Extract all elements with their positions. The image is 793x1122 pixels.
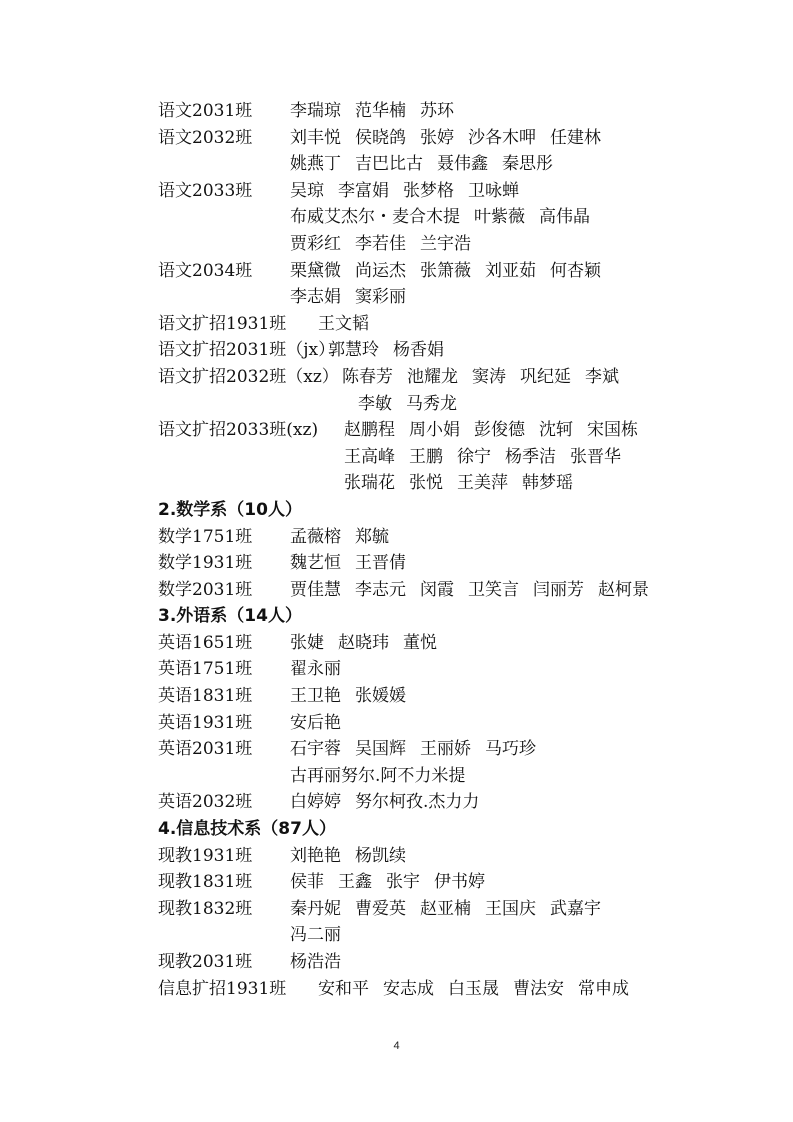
student-name: 张悦 <box>409 473 443 494</box>
class-name: 语文2031班 <box>158 101 253 121</box>
student-names <box>318 311 383 338</box>
student-name: 赵柯景 <box>598 579 649 600</box>
class-row <box>158 656 698 683</box>
student-name: 杨香娟 <box>393 340 444 361</box>
student-names <box>290 550 420 577</box>
class-row <box>158 178 698 205</box>
student-name: 安和平 <box>318 978 369 999</box>
student-name: 马巧珍 <box>485 739 536 760</box>
class-row <box>158 524 698 551</box>
student-name: 栗黛微 <box>290 260 341 281</box>
class-name: 语文扩招1931班 <box>158 313 287 334</box>
student-name: 古再丽努尔.阿不力米提 <box>290 765 466 786</box>
student-name: 周小娟 <box>409 420 460 441</box>
class-row <box>158 125 698 152</box>
student-name: 李斌 <box>585 366 619 387</box>
student-name: 闫丽芳 <box>533 579 584 600</box>
student-name: 王美萍 <box>457 473 508 494</box>
class-row <box>158 683 698 710</box>
student-names <box>290 869 499 896</box>
class-name: 信息扩招1931班 <box>158 978 287 999</box>
student-names <box>290 284 420 311</box>
student-names <box>344 444 635 471</box>
student-name: 李志元 <box>355 579 406 600</box>
student-name: 赵亚楠 <box>420 898 471 919</box>
student-name: 杨凯续 <box>355 845 406 866</box>
page-number: 4 <box>393 1040 400 1052</box>
class-row <box>158 843 698 870</box>
student-name: 侯菲 <box>290 872 324 893</box>
student-name: 张宇 <box>386 872 420 893</box>
class-row <box>158 337 698 364</box>
class-row <box>158 710 698 737</box>
student-name: 高伟晶 <box>539 207 590 228</box>
section-heading-text: 3.外语系（14人） <box>158 606 302 627</box>
student-names <box>290 656 355 683</box>
student-name: 沈轲 <box>539 420 573 441</box>
class-name: 英语2031班 <box>158 739 253 760</box>
student-name: 李若佳 <box>355 233 406 254</box>
section-heading <box>158 603 698 630</box>
student-name: 苏环 <box>420 101 454 121</box>
class-row <box>158 98 698 125</box>
roster-list <box>158 98 698 1002</box>
student-name: 吴琼 <box>290 180 324 201</box>
student-name: 李志娟 <box>290 287 341 308</box>
class-row-continuation <box>158 284 698 311</box>
student-name: 杨浩浩 <box>290 952 341 972</box>
student-names <box>318 976 643 1003</box>
student-name: 兰宇浩 <box>420 233 471 254</box>
student-names <box>342 364 633 391</box>
student-names <box>290 630 451 657</box>
student-name: 翟永丽 <box>290 659 341 680</box>
student-name: 伊书婷 <box>434 872 485 893</box>
class-row <box>158 736 698 763</box>
student-name: 王丽娇 <box>420 739 471 760</box>
student-name: 侯晓鸽 <box>355 127 406 148</box>
class-name: 数学1931班 <box>158 553 253 574</box>
student-names <box>328 337 458 364</box>
student-names <box>290 178 533 205</box>
student-name: 王鑫 <box>338 872 372 893</box>
class-name: 英语1831班 <box>158 686 253 707</box>
class-name: 现教1831班 <box>158 872 253 893</box>
student-name: 冯二丽 <box>290 925 341 946</box>
student-name: 姚燕丁 <box>290 154 341 175</box>
student-names <box>290 949 355 976</box>
class-row <box>158 577 698 604</box>
student-name: 安后艳 <box>290 712 341 733</box>
class-name: 语文2034班 <box>158 260 253 281</box>
student-names <box>290 922 355 949</box>
student-name: 李富娟 <box>338 180 389 201</box>
student-name: 石宇蓉 <box>290 739 341 760</box>
class-row-continuation <box>158 204 698 231</box>
class-name: 数学2031班 <box>158 579 253 600</box>
student-name: 孟薇榕 <box>290 526 341 547</box>
student-name: 闵霞 <box>420 579 454 600</box>
student-name: 王晋倩 <box>355 553 406 574</box>
section-heading-text: 4.信息技术系（87人） <box>158 819 336 840</box>
student-name: 聂伟鑫 <box>437 154 488 175</box>
student-name: 董悦 <box>403 632 437 653</box>
student-name: 窦涛 <box>472 366 506 387</box>
student-names <box>290 98 468 125</box>
class-row <box>158 630 698 657</box>
student-name: 张婕 <box>290 632 324 653</box>
student-name: 李瑞琼 <box>290 101 341 121</box>
student-names <box>290 683 420 710</box>
student-name: 秦思彤 <box>502 154 553 175</box>
student-name: 彭俊德 <box>474 420 525 441</box>
student-name: 王国庆 <box>485 898 536 919</box>
student-names <box>358 391 471 418</box>
student-name: 郭慧玲 <box>328 340 379 361</box>
class-name: 英语1651班 <box>158 632 253 653</box>
student-name: 王文韬 <box>318 313 369 334</box>
student-name: 窦彩丽 <box>355 287 406 308</box>
student-name: 白婷婷 <box>290 792 341 813</box>
student-name: 白玉晟 <box>448 978 499 999</box>
class-row-continuation <box>158 763 698 790</box>
class-row <box>158 364 698 391</box>
section-heading-text: 2.数学系（10人） <box>158 499 302 520</box>
class-row <box>158 417 698 444</box>
class-name: 语文2032班 <box>158 127 253 148</box>
student-name: 韩梦瑶 <box>522 473 573 494</box>
student-name: 卫咏蝉 <box>468 180 519 201</box>
student-name: 武嘉宇 <box>550 898 601 919</box>
student-name: 任建林 <box>550 127 601 148</box>
class-name: 英语1931班 <box>158 712 253 733</box>
student-name: 徐宁 <box>457 446 491 467</box>
student-name: 魏艺恒 <box>290 553 341 574</box>
student-names <box>290 736 550 763</box>
student-name: 赵鹏程 <box>344 420 395 441</box>
student-name: 范华楠 <box>355 101 406 121</box>
class-row <box>158 789 698 816</box>
class-row <box>158 949 698 976</box>
class-name: 语文2033班 <box>158 180 253 201</box>
class-row <box>158 869 698 896</box>
student-names <box>344 417 652 444</box>
class-row-continuation <box>158 470 698 497</box>
class-row-continuation <box>158 444 698 471</box>
student-name: 刘亚茹 <box>485 260 536 281</box>
student-name: 吴国辉 <box>355 739 406 760</box>
class-name: 语文扩招2033班(xz) <box>158 420 319 441</box>
student-names <box>290 763 479 790</box>
class-name: 现教1931班 <box>158 845 253 866</box>
student-name: 贾佳慧 <box>290 579 341 600</box>
student-name: 叶紫薇 <box>474 207 525 228</box>
student-names <box>290 204 604 231</box>
student-name: 王卫艳 <box>290 686 341 707</box>
student-names <box>290 577 663 604</box>
student-name: 王鹏 <box>409 446 443 467</box>
student-name: 杨季洁 <box>505 446 556 467</box>
class-row <box>158 550 698 577</box>
student-name: 张婷 <box>420 127 454 148</box>
class-row-continuation <box>158 391 698 418</box>
section-heading <box>158 816 698 843</box>
student-names <box>290 258 615 285</box>
student-name: 卫笑言 <box>468 579 519 600</box>
class-name: 英语1751班 <box>158 659 253 680</box>
class-row-continuation <box>158 922 698 949</box>
class-row <box>158 258 698 285</box>
student-name: 张瑞花 <box>344 473 395 494</box>
student-names <box>290 710 355 737</box>
student-name: 曹爱英 <box>355 898 406 919</box>
class-row-continuation <box>158 231 698 258</box>
student-name: 宋国栋 <box>587 420 638 441</box>
class-name: 数学1751班 <box>158 526 253 547</box>
student-names <box>290 231 485 258</box>
student-name: 刘丰悦 <box>290 127 341 148</box>
student-name: 努尔柯孜.杰力力 <box>355 792 480 813</box>
class-name: 现教2031班 <box>158 952 253 972</box>
student-names <box>290 524 403 551</box>
student-name: 刘艳艳 <box>290 845 341 866</box>
student-name: 池耀龙 <box>407 366 458 387</box>
student-names <box>290 151 567 178</box>
student-name: 安志成 <box>383 978 434 999</box>
student-name: 巩纪延 <box>520 366 571 387</box>
class-name: 英语2032班 <box>158 792 253 813</box>
student-name: 常申成 <box>578 978 629 999</box>
student-name: 马秀龙 <box>406 393 457 414</box>
class-row <box>158 896 698 923</box>
student-name: 曹法安 <box>513 978 564 999</box>
student-name: 贾彩红 <box>290 233 341 254</box>
student-name: 尚运杰 <box>355 260 406 281</box>
student-name: 王高峰 <box>344 446 395 467</box>
class-name: 语文扩招2032班（xz） <box>158 366 339 387</box>
student-name: 赵晓玮 <box>338 632 389 653</box>
student-name: 陈春芳 <box>342 366 393 387</box>
student-name: 张媛媛 <box>355 686 406 707</box>
student-name: 张梦格 <box>403 180 454 201</box>
section-heading <box>158 497 698 524</box>
student-name: 吉巴比古 <box>355 154 423 175</box>
student-name: 张箫薇 <box>420 260 471 281</box>
student-names <box>290 896 615 923</box>
student-name: 秦丹妮 <box>290 898 341 919</box>
student-name: 何杏颖 <box>550 260 601 281</box>
student-name: 布威艾杰尔・麦合木提 <box>290 207 460 228</box>
student-names <box>290 843 420 870</box>
student-names <box>290 789 493 816</box>
student-name: 郑毓 <box>355 526 389 547</box>
student-name: 张晋华 <box>570 446 621 467</box>
student-names <box>344 470 587 497</box>
student-name: 沙各木呷 <box>468 127 536 148</box>
student-names <box>290 125 615 152</box>
student-name: 李敏 <box>358 393 392 414</box>
class-name: 语文扩招2031班（jx） <box>158 340 336 361</box>
class-row-continuation <box>158 151 698 178</box>
class-row <box>158 311 698 338</box>
class-row <box>158 976 698 1003</box>
class-name: 现教1832班 <box>158 898 253 919</box>
